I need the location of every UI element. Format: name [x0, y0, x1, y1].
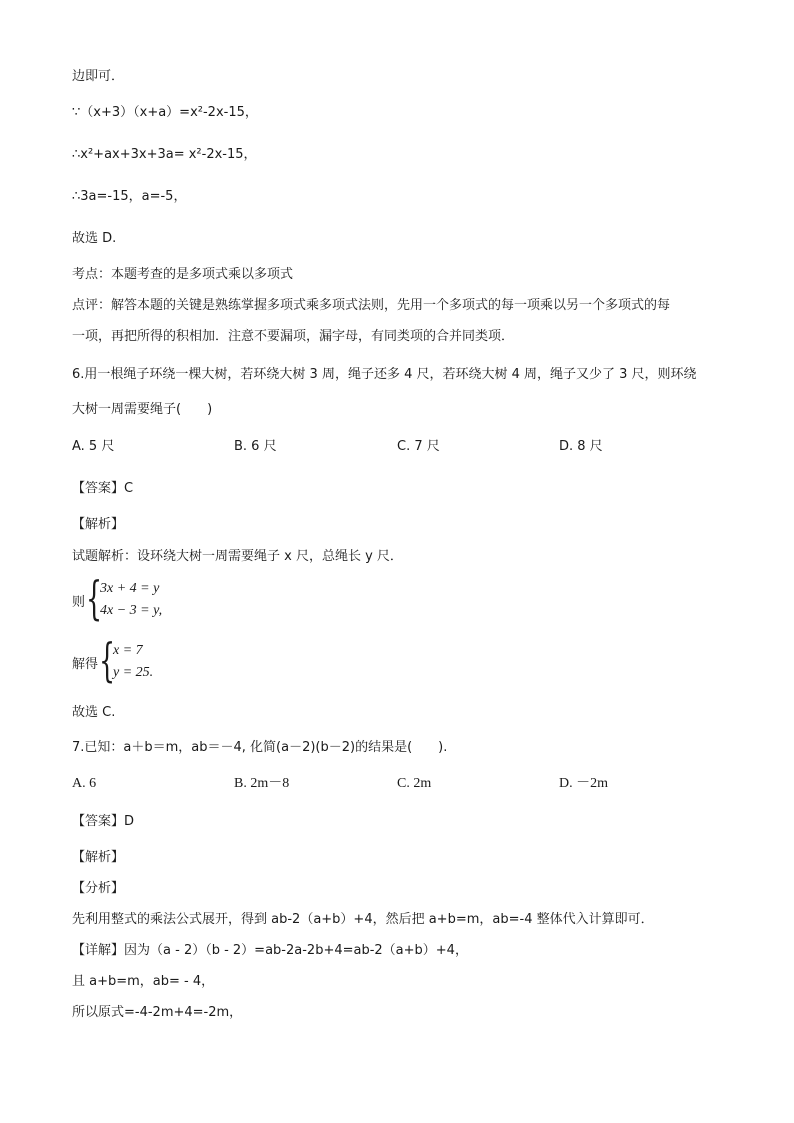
answer-row [72, 813, 134, 831]
equation: y = 25. [113, 665, 154, 680]
option-c: C. 7 尺 [397, 439, 440, 454]
text-line: 故选 D. [72, 231, 117, 246]
system-lead: 解得 [72, 656, 99, 672]
equation-system-1 [72, 571, 163, 625]
answer-row [72, 480, 133, 498]
text-line: 考点：本题考查的是多项式乘以多项式 [72, 267, 294, 282]
equation-system-2 [72, 633, 154, 687]
equation-line: ∴x²+ax+3x+3a= x²-2x-15， [72, 147, 257, 162]
option-d: D. －2m [559, 776, 608, 791]
equation: 4x − 3 = y, [100, 603, 163, 618]
option-b: B. 6 尺 [234, 439, 277, 454]
xiangjie-row [72, 942, 468, 960]
analysis-tag: 【解析】 [72, 850, 125, 865]
xiangjie-tag: 【详解】 [72, 943, 125, 958]
option-a: A. 6 [72, 776, 97, 791]
answer-value: C [124, 481, 134, 496]
option-c: C. 2m [397, 776, 432, 791]
fenxi-text: 先利用整式的乘法公式展开，得到 ab-2（a+b）+4，然后把 a+b=m，ab=-4 整体代入计算即可． [72, 912, 654, 927]
step-line: 所以原式=-4-2m+4=-2m， [72, 1005, 243, 1020]
option-d: D. 8 尺 [559, 439, 603, 454]
answer-tag: 【答案】 [72, 814, 125, 829]
conclusion-line: 故选 C. [72, 705, 116, 720]
answer-value: D [124, 814, 135, 829]
equation: 3x + 4 = y [100, 581, 160, 596]
equation-line: ∵（x+3）（x+a）=x²-2x-15， [72, 105, 258, 120]
question-6-stem: 6.用一根绳子环绕一棵大树，若环绕大树 3 周，绳子还多 4 尺，若环绕大树 4 周，绳子又少了 3 尺，则环绕 [72, 367, 697, 382]
brace-icon: { [86, 571, 103, 625]
equation-line: ∴3a=-15，a=-5， [72, 189, 187, 204]
analysis-line: 试题解析：设环绕大树一周需要绳子 x 尺，总绳长 y 尺． [72, 549, 403, 564]
question-6-stem: 大树一周需要绳子( ) [72, 402, 213, 417]
analysis-tag: 【解析】 [72, 517, 125, 532]
option-b: B. 2m－8 [234, 776, 290, 791]
text-line: 点评：解答本题的关键是熟练掌握多项式乘多项式法则，先用一个多项式的每一项乘以另一个多项式的每 [72, 298, 671, 313]
option-a: A. 5 尺 [72, 439, 115, 454]
brace-icon: { [99, 633, 116, 687]
fenxi-tag: 【分析】 [72, 881, 125, 896]
text-line: 边即可． [72, 69, 125, 84]
step-line: 且 a+b=m，ab= - 4， [72, 974, 215, 989]
question-7-stem: 7.已知：a＋b＝m，ab＝－4, 化简(a－2)(b－2)的结果是( ). [72, 740, 448, 755]
answer-tag: 【答案】 [72, 481, 125, 496]
text-line: 一项，再把所得的积相加．注意不要漏项，漏字母，有同类项的合并同类项． [72, 329, 515, 344]
equation: x = 7 [113, 643, 143, 658]
system-lead: 则 [72, 594, 86, 610]
xiangjie-text: 因为（a - 2）（b - 2）=ab-2a-2b+4=ab-2（a+b）+4， [124, 943, 468, 958]
